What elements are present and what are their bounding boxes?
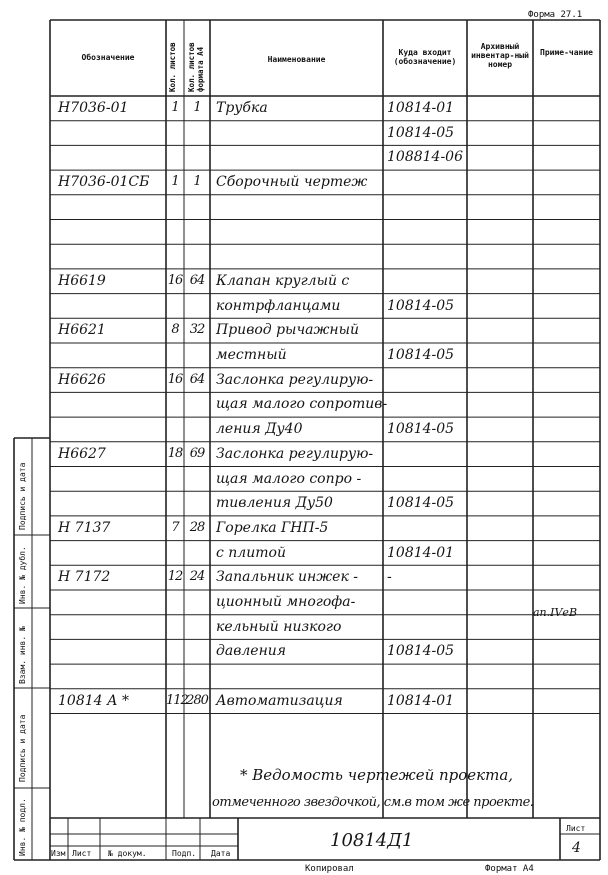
row-where-used: 10814-01 xyxy=(387,692,455,709)
row-name: щая малого сопро - xyxy=(216,470,362,487)
tb-sheet-label: Лист xyxy=(566,824,586,833)
row-designation: Н7036-01СБ xyxy=(58,174,150,191)
header-sheets-a4: Кол. листов формата А4 xyxy=(187,42,205,92)
row-designation: Н6619 xyxy=(58,272,106,289)
footer-format: Формат А4 xyxy=(485,864,534,874)
row-name: Привод рычажный xyxy=(216,322,360,339)
tb-designation: 10814Д1 xyxy=(330,830,414,851)
row-where-used: 10814-05 xyxy=(387,643,455,660)
row-name: кельный низкого xyxy=(216,618,342,635)
row-sheets-a4: 280 xyxy=(186,692,208,708)
tb-izm: Изм xyxy=(51,849,66,858)
row-name: Сборочный чертеж xyxy=(216,174,368,191)
row-sheets-a4: 24 xyxy=(189,569,205,585)
row-sheets-count: 8 xyxy=(171,322,179,338)
header-archive: Архивный инвентар-ный номер xyxy=(471,42,529,70)
row-name: тивления Ду50 xyxy=(216,495,333,512)
row-name: давления xyxy=(216,643,287,660)
tb-date: Дата xyxy=(211,849,231,858)
row-sheets-count: 7 xyxy=(171,519,179,535)
tb-sign: Подп. xyxy=(172,849,197,858)
row-designation: Н6627 xyxy=(58,445,106,462)
form-label: Форма 27.1 xyxy=(528,10,583,20)
row-where-used: 10814-05 xyxy=(387,495,455,512)
row-where-used: 10814-05 xyxy=(387,347,455,363)
row-designation: Н6621 xyxy=(58,322,106,339)
tb-doc-no: № докум. xyxy=(108,849,147,858)
row-name: Клапан круглый с xyxy=(216,272,350,289)
row-name: контрфланцами xyxy=(216,297,341,314)
header-designation: Обозначение xyxy=(81,53,135,62)
row-name: местный xyxy=(216,347,287,363)
row-sheets-count: 12 xyxy=(167,569,183,585)
row-name: Трубка xyxy=(216,100,268,116)
row-sheets-count: 1 xyxy=(171,174,179,190)
row-where-used: 10814-05 xyxy=(387,124,455,141)
row-sheets-a4: 32 xyxy=(189,322,205,338)
row-name: Запальник инжек - xyxy=(216,569,358,586)
row-designation: Н 7172 xyxy=(58,569,111,586)
tb-list: Лист xyxy=(72,849,92,858)
row-where-used: 108814-06 xyxy=(387,149,463,166)
row-where-used: 10814-01 xyxy=(387,544,455,561)
row-where-used: 10814-05 xyxy=(387,297,455,314)
row-sheets-count: 1 xyxy=(171,100,179,115)
margin-note: ап.IVеВ xyxy=(533,606,578,619)
note-line-1: * Ведомость чертежей проекта, xyxy=(240,766,514,784)
row-designation: Н7036-01 xyxy=(58,100,129,116)
row-where-used: 10814-01 xyxy=(387,100,455,116)
row-where-used: - xyxy=(387,569,392,586)
row-designation: Н6626 xyxy=(58,371,106,388)
row-designation: 10814 А * xyxy=(58,692,130,709)
row-sheets-count: 16 xyxy=(167,371,183,387)
row-name: с плитой xyxy=(216,544,286,561)
side-label-sign-date-1: Подпись и дата xyxy=(18,714,27,782)
header-where-used: Куда входит (обозначение) xyxy=(393,48,457,67)
row-sheets-a4: 28 xyxy=(189,519,205,535)
row-sheets-a4: 64 xyxy=(189,272,205,288)
note-line-2: отмеченного звездочкой, см.в том же проекте. xyxy=(212,795,534,810)
row-name: щая малого сопротив- xyxy=(216,396,388,413)
row-designation: Н 7137 xyxy=(58,519,111,536)
side-label-replace-inv: Взам. инв. № xyxy=(18,626,27,684)
row-name: ционный многофа- xyxy=(216,594,356,610)
row-sheets-count: 16 xyxy=(167,272,183,288)
row-sheets-a4: 1 xyxy=(193,100,201,115)
row-name: Автоматизация xyxy=(216,692,343,709)
side-label-inv-dup: Инв. № дубл. xyxy=(18,546,27,604)
row-name: Горелка ГНП-5 xyxy=(216,519,329,536)
row-sheets-a4: 64 xyxy=(189,371,205,387)
row-sheets-a4: 1 xyxy=(193,174,201,190)
header-sheets-count: Кол. листов xyxy=(168,42,177,92)
header-name: Наименование xyxy=(267,55,326,64)
row-where-used: 10814-05 xyxy=(387,421,455,438)
row-sheets-a4: 69 xyxy=(189,445,205,461)
row-name: Заслонка регулирую- xyxy=(216,371,374,388)
header-note: Приме-чание xyxy=(540,48,593,57)
row-sheets-count: 112 xyxy=(166,692,188,708)
row-name: Заслонка регулирую- xyxy=(216,445,374,462)
row-sheets-count: 18 xyxy=(167,445,183,461)
side-label-sign-date-2: Подпись и дата xyxy=(18,462,27,530)
tb-sheet-no: 4 xyxy=(572,840,581,856)
side-label-inv-orig: Инв. № подл. xyxy=(18,798,27,856)
row-name: ления Ду40 xyxy=(216,421,303,438)
footer-copied: Копировал xyxy=(305,864,354,874)
